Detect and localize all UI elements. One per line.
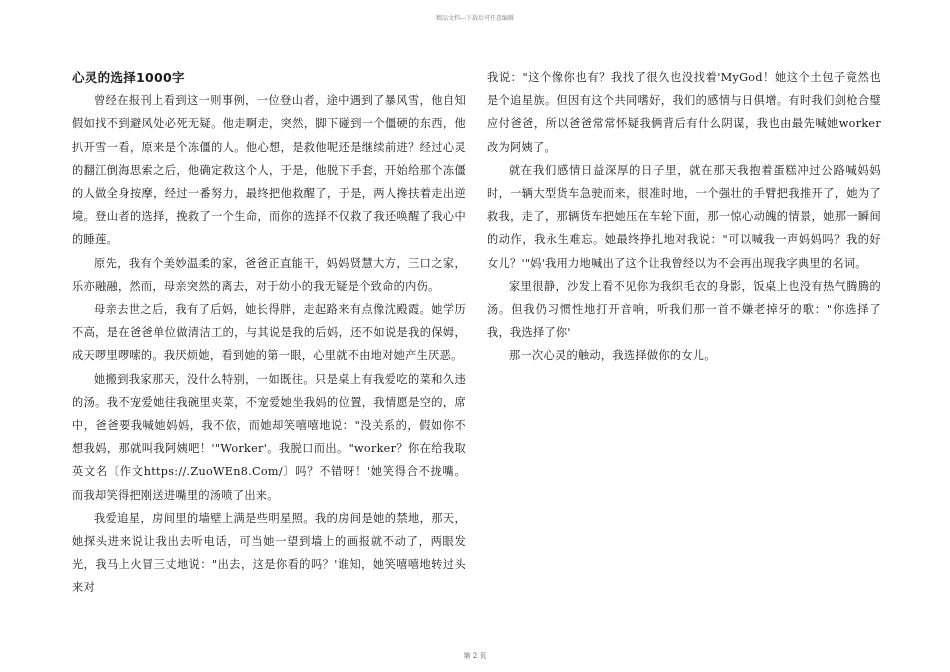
page-number: 第 2 页: [463, 652, 487, 660]
paragraph: 就在我们感情日益深厚的日子里，就在那天我抱着蛋糕冲过公路喊妈妈时，一辆大型货车急驶而来，很准时地，一个强壮的手臂把我推开了，她为了救我，走了，那辆货车把她压在车轮下面，那一惊心动魄的情景，她那一瞬间的动作，我永生难忘。她最终挣扎地对我说："可以喊我一声妈妈吗？我的好女儿？'"妈'我用力地喊出了这个让我曾经以为不会再出现我字典里的名词。: [487, 163, 881, 270]
paragraph: 那一次心灵的触动，我选择做你的女儿。: [509, 349, 716, 363]
paragraph: 家里很静，沙发上看不见你为我织毛衣的身影，饭桌上也没有热气腾腾的汤。但我仍习惯性地打开音响，听我们那一首不嫌老掉牙的歌："你选择了我，我选择了你': [487, 279, 881, 340]
paragraph: 她搬到我家那天，没什么特别，一如既往。只是桌上有我爱吃的菜和久违的汤。我不宠爱她往我碗里夹菜，不宠爱她坐我妈的位置，我情愿是空的，席中，爸爸要我喊她妈妈，我不依，而她却笑嘻嘻地说："没关系的，假如你不想我妈，那就叫我阿姨吧！'"Worker'。我脱口而出。"worker？你在给我取英文名〔作文https://.ZuoWEn8.Com/〕吗？不错呀！'她笑得合不拢嘴。而我却笑得把刚送进嘴里的汤喷了出来。: [72, 372, 466, 502]
left-column: [72, 66, 466, 600]
page-header: 精品文档---下载后可任意编辑: [435, 15, 515, 22]
paragraph-continued: 我说："这个像你也有？我找了很久也没找着'MyGod！她这个土包子竟然也是个追星族。但因有这个共同嗜好，我们的感情与日俱增。有时我们剑枪合璧应付爸爸，所以爸爸常常怀疑我俩背后有什么阴谋，我也由最先喊她worker改为阿姨了。: [487, 71, 881, 154]
paragraph: 母亲去世之后，我有了后妈，她长得胖，走起路来有点像沈殿霞。她学历不高，是在爸爸单位做清洁工的，与其说是我的后妈，还不如说是我的保姆，成天啰里啰嗦的。我厌烦她，看到她的第一眼，心里就不由地对她产生厌恶。: [72, 303, 466, 363]
article-title: 心灵的选择1000字: [72, 70, 185, 85]
paragraph: 原先，我有个美妙温柔的家，爸爸正直能干，妈妈贤慧大方，三口之家，乐亦融融，然而，母亲突然的离去，对于幼小的我无疑是个致命的内伤。: [72, 256, 466, 293]
paragraph: 曾经在报刊上看到这一则事例，一位登山者，途中遇到了暴风雪，他自知假如找不到避风处必死无疑。他走啊走，突然，脚下碰到一个僵硬的东西，他扒开雪一看，原来是个冻僵的人。他心想，是救他呢还是继续前进？经过心灵的翻江倒海思索之后，他确定救这个人，于是，他脱下手套，开始给那个冻僵的人做全身按摩，经过一番努力，最终把他救醒了，于是，两人搀扶着走出逆境。登山者的选择，挽救了一个生命，而你的选择不仅救了我还唤醒了我心中的睡莲。: [72, 94, 466, 247]
right-column: [487, 66, 881, 368]
paragraph: 我爱追星，房间里的墙壁上满是些明星照。我的房间是她的禁地，那天，她探头进来说让我出去听电话，可当她一望到墙上的画报就不动了，两眼发光，我马上火冒三丈地说："出去，这是你看的吗？'谁知，她笑嘻嘻地转过头来对: [72, 511, 466, 595]
